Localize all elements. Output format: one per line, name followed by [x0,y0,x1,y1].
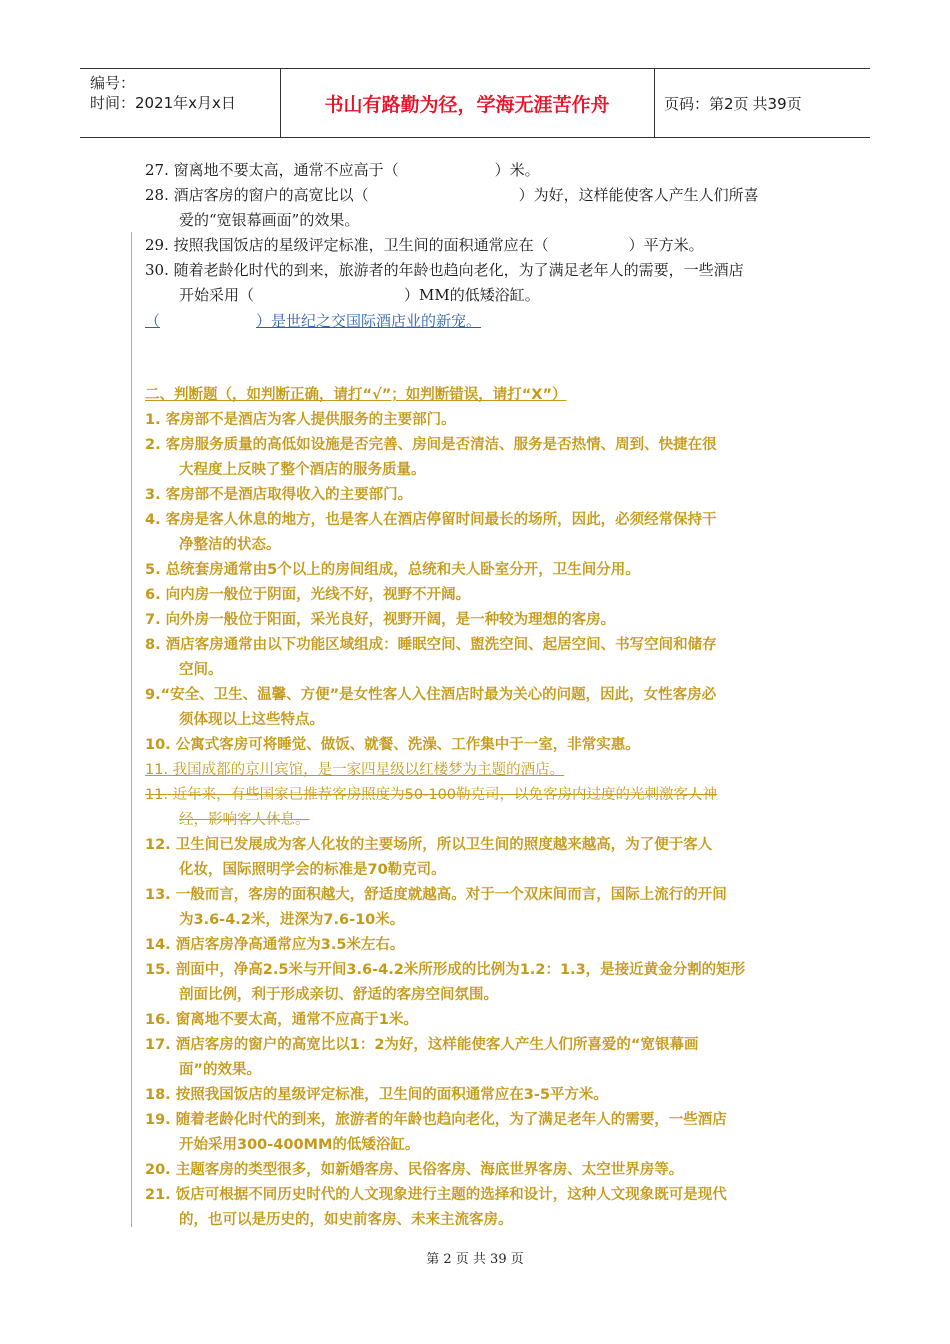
header-divider [654,69,655,137]
tf-line: 10. 公寓式客房可将睡觉、做饭、就餐、洗澡、工作集中于一室，非常实惠。 [145,737,640,753]
tf-line: 17. 酒店客房的窗户的高宽比以1：2为好，这样能使客人产生人们所喜爱的“宽银幕画 [145,1037,699,1053]
question-27 [145,158,825,182]
header-meta [90,73,236,113]
question-30: 30. 随着老龄化时代的到来，旅游者的年龄也趋向老化，为了满足老年人的需要，一些酒店 [145,261,744,279]
question-text: ）MM的低矮浴缸。 [404,286,540,304]
question-30-cont [179,283,859,307]
tf-line: 2. 客房服务质量的高低如设施是否完善、房间是否清洁、服务是否热情、周到、快捷在很 [145,437,717,453]
inserted-question [145,309,825,333]
tf-line: 为3.6-4.2米，进深为7.6-10米。 [179,912,405,928]
tf-line: 4. 客房是客人休息的地方，也是客人在酒店停留时间最长的场所，因此，必须经常保持干 [145,512,717,528]
tf-line: 14. 酒店客房净高通常应为3.5米左右。 [145,937,405,953]
page-label: 页码：第2页 [664,94,749,113]
tf-line-deleted: 经，影响客人休息。 [179,812,310,828]
question-text: 27. 窗离地不要太高，通常不应高于（ [145,161,399,179]
number-label: 编号： [90,74,136,92]
tf-line: 大程度上反映了整个酒店的服务质量。 [179,462,426,478]
page-info [664,69,806,137]
question-29 [145,233,825,257]
tf-line: 19. 随着老龄化时代的到来，旅游者的年龄也趋向老化，为了满足老年人的需要，一些酒店 [145,1112,727,1128]
question-text: ）是世纪之交国际酒店业的新宠。 [256,312,482,330]
tf-line: 空间。 [179,662,223,678]
page-footer: 第 2 页 共 39 页 [426,1252,524,1267]
section-title: 二、判断题（，如判断正确，请打“√”；如判断错误，请打“X”） [145,387,567,403]
tf-line: 21. 饭店可根据不同历史时代的人文现象进行主题的选择和设计，这种人文现象既可是现代 [145,1187,727,1203]
question-text: 开始采用（ [179,286,255,304]
tf-line: 8. 酒店客房通常由以下功能区域组成：睡眠空间、盥洗空间、起居空间、书写空间和储存 [145,637,717,653]
total-label: 共39页 [752,94,802,113]
tf-line: 20. 主题客房的类型很多，如新婚客房、民俗客房、海底世界客房、太空世界房等。 [145,1162,684,1178]
tf-line: 12. 卫生间已发展成为客人化妆的主要场所，所以卫生间的照度越来越高，为了便于客人 [145,837,713,853]
tf-line: 1. 客房部不是酒店为客人提供服务的主要部门。 [145,412,456,428]
question-text: 28. 酒店客房的窗户的高宽比以（ [145,186,369,204]
tf-line-underlined: 11. 我国成都的京川宾馆，是一家四星级以红楼梦为主题的酒店。 [145,762,565,778]
question-28-cont: 爱的“宽银幕画面”的效果。 [179,211,360,229]
tf-line: 16. 窗离地不要太高，通常不应高于1米。 [145,1012,418,1028]
tf-line: 化妆，国际照明学会的标准是70勒克司。 [179,862,446,878]
revision-bar [131,232,132,1227]
tf-line: 须体现以上这些特点。 [179,712,324,728]
tf-line: 的，也可以是历史的，如史前客房、未来主流客房。 [179,1212,513,1228]
page-header [80,68,870,138]
question-text: 29. 按照我国饭店的星级评定标准，卫生间的面积通常应在（ [145,236,549,254]
question-text: ）米。 [494,161,540,179]
motto: 书山有路勤为径，学海无涯苦作舟 [324,93,610,116]
tf-line: 7. 向外房一般位于阳面，采光良好，视野开阔，是一种较为理想的客房。 [145,612,616,628]
question-text: ）平方米。 [628,236,704,254]
tf-line: 开始采用300-400MM的低矮浴缸。 [179,1137,420,1153]
time-label: 时间：2021年x月x日 [90,94,236,112]
tf-line: 13. 一般而言，客房的面积越大，舒适度就越高。对于一个双床间而言，国际上流行的开间 [145,887,727,903]
tf-line: 9.“安全、卫生、温馨、方便”是女性客人入住酒店时最为关心的问题，因此，女性客房必 [145,687,717,703]
tf-line-deleted: 11. 近年来，有些国家已推荐客房照度为50-100勒克司，以免客房内过度的光刺激客人神 [145,787,718,803]
question-text: ）为好，这样能使客人产生人们所喜 [518,186,759,204]
tf-line: 15. 剖面中，净高2.5米与开间3.6-4.2米所形成的比例为1.2：1.3，是接近黄金分割的矩形 [145,962,746,978]
tf-line: 18. 按照我国饭店的星级评定标准，卫生间的面积通常应在3-5平方米。 [145,1087,608,1103]
tf-line: 面”的效果。 [179,1062,262,1078]
question-28 [145,183,825,207]
tf-line: 3. 客房部不是酒店取得收入的主要部门。 [145,487,413,503]
tf-line: 5. 总统套房通常由5个以上的房间组成，总统和夫人卧室分开，卫生间分用。 [145,562,640,578]
tf-line: 净整洁的状态。 [179,537,281,553]
tf-line: 剖面比例，利于形成亲切、舒适的客房空间氛围。 [179,987,498,1003]
tf-line: 6. 向内房一般位于阴面，光线不好，视野不开阔。 [145,587,471,603]
question-text: （ [145,312,161,330]
